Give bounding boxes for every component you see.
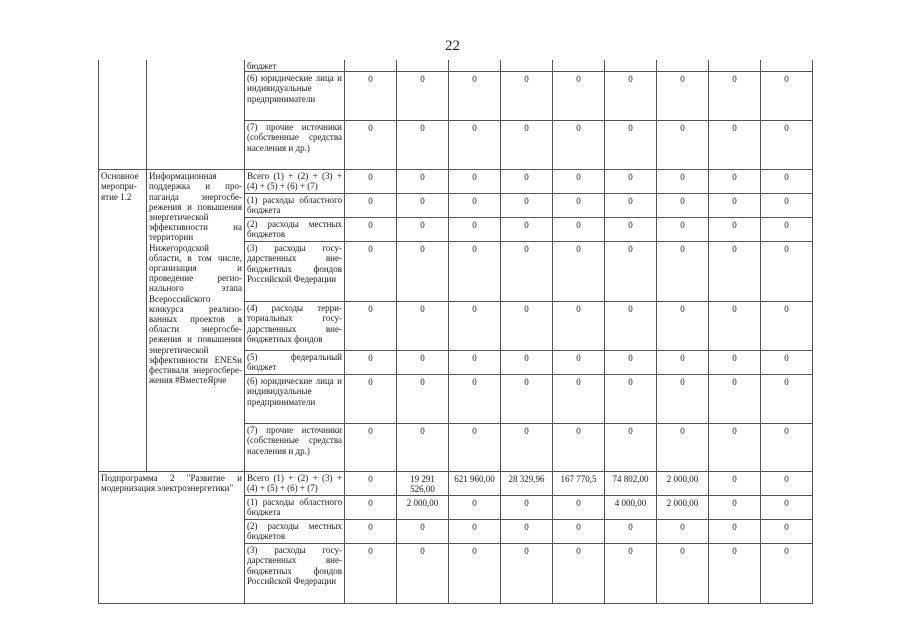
- value-cell: 0: [657, 170, 709, 194]
- source-cell: (2) расходы местных бюджетов: [245, 520, 345, 544]
- value-cell: 0: [709, 302, 761, 351]
- source-cell: (6) юридические лица и индивидуальные предприниматели: [245, 72, 345, 121]
- value-cell: 0: [657, 72, 709, 121]
- value-cell: 0: [605, 72, 657, 121]
- value-cell: 0: [761, 170, 813, 194]
- value-cell: 0: [709, 351, 761, 375]
- value-cell: 0: [709, 72, 761, 121]
- value-cell: 0: [709, 170, 761, 194]
- value-cell: 0: [709, 121, 761, 170]
- value-cell: 0: [501, 242, 553, 302]
- value-cell: 0: [553, 520, 605, 544]
- value-cell: 0: [501, 302, 553, 351]
- value-cell: 0: [397, 170, 449, 194]
- value-cell: 0: [657, 302, 709, 351]
- continued-label-cell: [99, 60, 147, 170]
- value-cell: 2 000,00: [397, 496, 449, 520]
- value-cell: [605, 60, 657, 72]
- value-cell: 74 802,00: [605, 472, 657, 496]
- source-cell: (3) расходы государственных внебюджетных фондов Российской Федерации: [245, 544, 345, 604]
- value-cell: 0: [657, 424, 709, 472]
- source-cell-total: Всего (1) + (2) + (3) + (4) + (5) + (6) + (7): [245, 170, 345, 194]
- value-cell: 0: [449, 544, 501, 604]
- value-cell: 0: [761, 544, 813, 604]
- value-cell: 0: [553, 351, 605, 375]
- value-cell: 2 000,00: [657, 472, 709, 496]
- value-cell: 0: [345, 242, 397, 302]
- value-cell: 0: [761, 72, 813, 121]
- value-cell: 0: [605, 302, 657, 351]
- source-cell: (1) расходы областного бюджета: [245, 194, 345, 218]
- value-cell: 4 000,00: [605, 496, 657, 520]
- value-cell: 0: [449, 170, 501, 194]
- value-cell: 0: [605, 375, 657, 424]
- value-cell: 0: [397, 302, 449, 351]
- value-cell: 0: [501, 351, 553, 375]
- value-cell: 0: [449, 72, 501, 121]
- value-cell: 0: [605, 544, 657, 604]
- value-cell: 0: [709, 496, 761, 520]
- value-cell: 0: [345, 375, 397, 424]
- value-cell: 0: [345, 424, 397, 472]
- value-cell: 0: [553, 72, 605, 121]
- value-cell: 0: [449, 351, 501, 375]
- value-cell: 0: [501, 121, 553, 170]
- measure-description: Информационная поддержка и пропаганда энергосбережения и повышения энергетической эффективности на территории Нижегородской области, в том числе, организация и проведение регионального этапа Всероссийского конкурса реализованных проектов в области энергосбережения и повышения энергетической эффективности ENESи фестиваля энергосбережения #ВместеЯрче: [147, 170, 245, 472]
- value-cell: 0: [345, 302, 397, 351]
- value-cell: 0: [761, 302, 813, 351]
- value-cell: 0: [553, 121, 605, 170]
- value-cell: 28 329,96: [501, 472, 553, 496]
- subprogram-label: Подпрограмма 2 "Развитие и модернизация электроэнергетики": [99, 472, 245, 604]
- source-cell: (7) прочие источники (собственные средства населения и др.): [245, 424, 345, 472]
- value-cell: 0: [553, 170, 605, 194]
- value-cell: 0: [761, 242, 813, 302]
- value-cell: 0: [657, 121, 709, 170]
- value-cell: [397, 60, 449, 72]
- value-cell: 0: [397, 72, 449, 121]
- value-cell: 0: [605, 520, 657, 544]
- value-cell: 0: [449, 218, 501, 242]
- source-cell: (2) расходы местных бюджетов: [245, 218, 345, 242]
- value-cell: 0: [605, 242, 657, 302]
- value-cell: 0: [345, 544, 397, 604]
- table-row: [99, 60, 813, 72]
- value-cell: 0: [345, 170, 397, 194]
- value-cell: 0: [657, 194, 709, 218]
- value-cell: 0: [449, 424, 501, 472]
- value-cell: 0: [501, 170, 553, 194]
- source-cell: (5) федеральный бюджет: [245, 351, 345, 375]
- value-cell: [761, 60, 813, 72]
- value-cell: [345, 60, 397, 72]
- value-cell: 0: [605, 218, 657, 242]
- value-cell: 0: [709, 424, 761, 472]
- value-cell: 0: [709, 472, 761, 496]
- value-cell: 167 770,5: [553, 472, 605, 496]
- value-cell: 0: [397, 121, 449, 170]
- value-cell: 0: [449, 375, 501, 424]
- value-cell: 0: [657, 351, 709, 375]
- value-cell: 0: [553, 424, 605, 472]
- value-cell: 0: [761, 218, 813, 242]
- budget-table-container: [98, 60, 812, 604]
- value-cell: 0: [761, 424, 813, 472]
- value-cell: 0: [761, 121, 813, 170]
- value-cell: 0: [605, 170, 657, 194]
- value-cell: 0: [709, 242, 761, 302]
- value-cell: 0: [657, 520, 709, 544]
- value-cell: 0: [397, 242, 449, 302]
- value-cell: [657, 60, 709, 72]
- value-cell: 0: [501, 544, 553, 604]
- value-cell: 0: [501, 375, 553, 424]
- value-cell: 0: [397, 375, 449, 424]
- page-number: 22: [445, 38, 460, 54]
- value-cell: 0: [657, 242, 709, 302]
- value-cell: 0: [553, 375, 605, 424]
- value-cell: 0: [397, 218, 449, 242]
- value-cell: 0: [397, 520, 449, 544]
- value-cell: 0: [605, 194, 657, 218]
- value-cell: 0: [761, 496, 813, 520]
- source-cell: (7) прочие источники (собственные средства населения и др.): [245, 121, 345, 170]
- value-cell: 0: [709, 194, 761, 218]
- source-cell: (1) расходы областного бюджета: [245, 496, 345, 520]
- value-cell: 0: [553, 194, 605, 218]
- value-cell: 0: [657, 544, 709, 604]
- measure-label: Основное мероприятие 1.2: [99, 170, 147, 472]
- table-body: [99, 60, 813, 604]
- value-cell: 0: [553, 242, 605, 302]
- value-cell: 0: [345, 351, 397, 375]
- value-cell: 0: [449, 121, 501, 170]
- source-cell: (3) расходы государственных внебюджетных фондов Российской Федерации: [245, 242, 345, 302]
- value-cell: 0: [397, 544, 449, 604]
- value-cell: 0: [605, 351, 657, 375]
- value-cell: 0: [397, 424, 449, 472]
- value-cell: 0: [605, 424, 657, 472]
- value-cell: 0: [449, 194, 501, 218]
- value-cell: 0: [657, 218, 709, 242]
- value-cell: [501, 60, 553, 72]
- value-cell: 0: [345, 472, 397, 496]
- source-cell: (4) расходы территориальных государственных внебюджетных фондов: [245, 302, 345, 351]
- value-cell: 0: [501, 496, 553, 520]
- table-row: [99, 472, 813, 496]
- value-cell: 0: [501, 520, 553, 544]
- value-cell: 0: [345, 496, 397, 520]
- value-cell: 0: [501, 424, 553, 472]
- value-cell: [553, 60, 605, 72]
- value-cell: 0: [397, 194, 449, 218]
- value-cell: 0: [553, 496, 605, 520]
- value-cell: 0: [397, 351, 449, 375]
- value-cell: 0: [449, 242, 501, 302]
- continued-description-cell: [147, 60, 245, 170]
- value-cell: 0: [709, 544, 761, 604]
- value-cell: 0: [553, 302, 605, 351]
- value-cell: 0: [501, 72, 553, 121]
- value-cell: 0: [449, 520, 501, 544]
- source-cell-total: Всего (1) + (2) + (3) + (4) + (5) + (6) + (7): [245, 472, 345, 496]
- budget-table: [98, 60, 813, 604]
- value-cell: 0: [345, 72, 397, 121]
- value-cell: 0: [709, 375, 761, 424]
- value-cell: 0: [345, 194, 397, 218]
- value-cell: 0: [501, 218, 553, 242]
- source-cell: бюджет: [245, 60, 345, 72]
- value-cell: 0: [553, 544, 605, 604]
- value-cell: 0: [761, 194, 813, 218]
- value-cell: 0: [449, 302, 501, 351]
- value-cell: 0: [709, 520, 761, 544]
- value-cell: 0: [449, 496, 501, 520]
- table-row: [99, 170, 813, 194]
- value-cell: 2 000,00: [657, 496, 709, 520]
- value-cell: [709, 60, 761, 72]
- value-cell: 0: [761, 375, 813, 424]
- value-cell: 621 960,00: [449, 472, 501, 496]
- value-cell: 0: [605, 121, 657, 170]
- value-cell: 0: [761, 351, 813, 375]
- value-cell: 0: [501, 194, 553, 218]
- value-cell: 0: [709, 218, 761, 242]
- value-cell: 0: [761, 472, 813, 496]
- value-cell: 0: [553, 218, 605, 242]
- source-cell: (6) юридические лица и индивидуальные предприниматели: [245, 375, 345, 424]
- value-cell: 0: [657, 375, 709, 424]
- value-cell: 0: [345, 121, 397, 170]
- value-cell: 19 291 526,00: [397, 472, 449, 496]
- value-cell: 0: [345, 520, 397, 544]
- value-cell: [449, 60, 501, 72]
- value-cell: 0: [761, 520, 813, 544]
- value-cell: 0: [345, 218, 397, 242]
